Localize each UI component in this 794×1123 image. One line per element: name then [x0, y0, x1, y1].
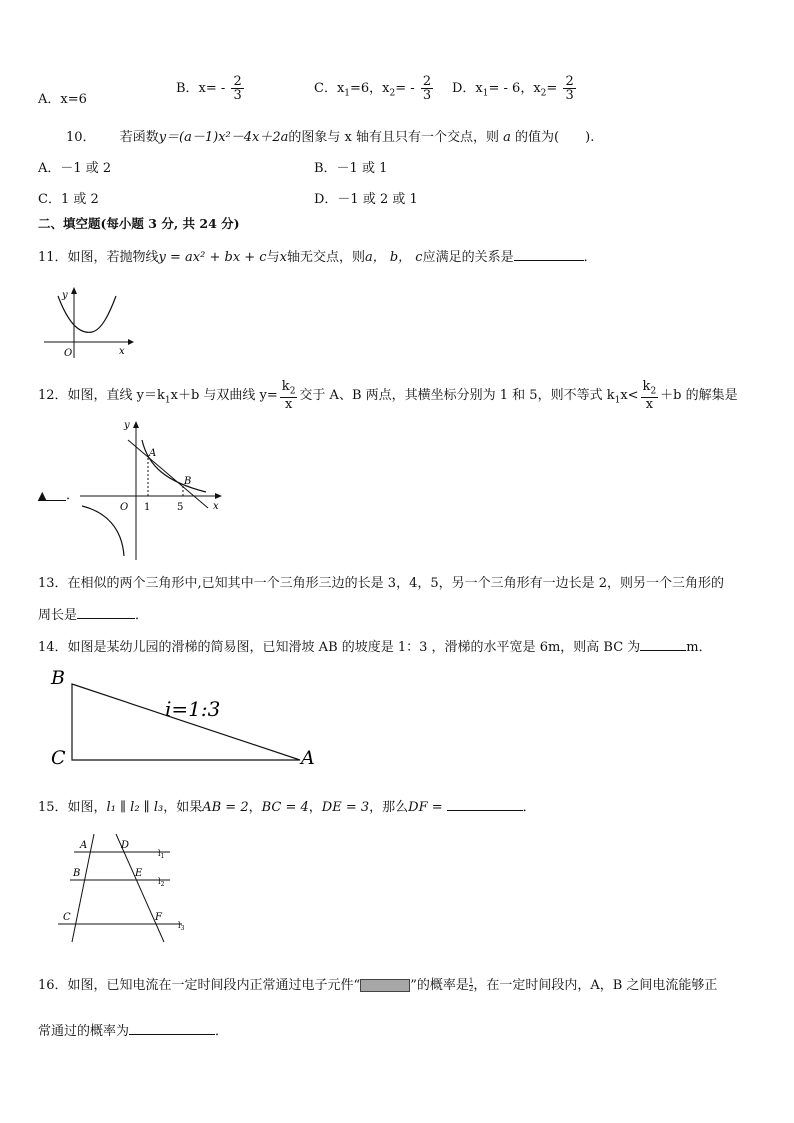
vertex-a-label: A	[301, 747, 315, 769]
l-letter: l	[178, 921, 181, 930]
q9-option-b	[176, 75, 246, 102]
y-label: y	[124, 420, 130, 431]
section-title: 二、填空题(每小题 3 分, 共 24 分)	[38, 216, 240, 231]
subscript: 2	[160, 881, 165, 888]
answer-blank[interactable]	[447, 800, 523, 811]
y-label: y	[62, 290, 68, 301]
q12-hyperbola-figure	[76, 416, 226, 562]
q10-formula: y＝(a－1)x²－4x＋2a	[158, 130, 289, 145]
tick-label-5: 5	[177, 502, 184, 513]
answer-blank[interactable]	[129, 1024, 215, 1035]
q15-text-c: ，那么	[369, 800, 409, 815]
q9-option-c-eq: = -	[395, 81, 415, 96]
q16-text-b: ”的概率是	[410, 978, 469, 993]
q16-line2	[38, 1020, 228, 1039]
q10-option-a: A．－1 或 2	[38, 161, 112, 176]
q11-end: ．	[583, 250, 597, 265]
q15-df: DF =	[408, 800, 443, 815]
fraction-numerator: 2	[233, 74, 242, 89]
subscript: 1	[482, 88, 489, 99]
subscript: 2	[389, 88, 396, 99]
subscript: 1	[164, 395, 171, 406]
q11-var-x: x	[279, 250, 287, 265]
hyperbola-branch-2	[82, 506, 124, 556]
fraction-denominator: 3	[233, 88, 242, 103]
x-label: x	[119, 346, 125, 357]
q9-fraction	[563, 75, 575, 102]
subscript: 3	[180, 925, 185, 932]
slope-label: i=1:3	[165, 697, 221, 721]
q12-fraction	[641, 380, 659, 411]
l1-label	[158, 849, 164, 860]
q11-vars: a， b， c	[364, 250, 423, 265]
subscript: 1	[344, 88, 351, 99]
slide-triangle	[72, 684, 300, 760]
fraction-denominator: 2	[468, 985, 474, 993]
q14-unit: m．	[686, 640, 712, 655]
q12-answer	[38, 484, 79, 503]
q15-de: DE = 3	[321, 800, 370, 815]
answer-blank[interactable]	[640, 640, 686, 651]
q9-option-b-prefix: B．x= -	[176, 81, 226, 96]
subscript: 1	[614, 395, 621, 406]
fraction-denominator: 3	[565, 88, 574, 103]
answer-blank[interactable]	[514, 250, 584, 261]
q16-text-c: ，在一定时间段内，A，B 之间电流能够正	[473, 978, 718, 993]
q13-line2-text: 周长是	[38, 608, 78, 623]
q11-text-b: 与	[266, 250, 280, 265]
l-letter: l	[158, 877, 161, 886]
q15-parallel: l₁ ∥ l₂ ∥ l₃	[106, 800, 164, 815]
parabola-curve	[58, 296, 116, 332]
q15-parallel-lines-figure	[54, 832, 194, 944]
q10-stem-a: 若函数	[119, 130, 159, 145]
subscript: 2	[650, 386, 657, 397]
q9-option-d	[452, 75, 578, 102]
l-letter: l	[158, 849, 161, 858]
q12-text-c: 交于 A、B 两点，其横坐标分别为 1 和 5，则不等式 k	[299, 387, 615, 403]
tick-label-1: 1	[144, 502, 151, 513]
separator: ，	[248, 800, 262, 815]
vertex-b-label: B	[51, 667, 65, 689]
q10-option-d: D．－1 或 2 或 1	[314, 192, 418, 207]
fraction-numerator: 1	[468, 977, 474, 985]
q15-end: ．	[522, 800, 536, 815]
q13-end: ．	[135, 608, 149, 623]
q16-line1	[38, 974, 717, 993]
fraction-numerator: 2	[565, 74, 574, 89]
q11-stem	[38, 246, 597, 265]
q12-fraction	[280, 380, 298, 411]
q13-line2	[38, 604, 148, 623]
q10-stem-c: 的值为( ).	[515, 130, 595, 145]
fraction-numerator	[641, 380, 659, 398]
q10-option-c: C．1 或 2	[38, 192, 99, 207]
straight-line	[128, 440, 208, 508]
q10-stem	[66, 126, 594, 145]
q15-ab: AB = 2	[202, 800, 249, 815]
fraction-denominator: 3	[422, 88, 432, 103]
point-f-label: F	[155, 912, 162, 923]
vertex-c-label: C	[51, 747, 66, 769]
q9-fraction	[421, 75, 433, 102]
q16-line2-text: 常通过的概率为	[38, 1024, 130, 1039]
q13-line1: 13．在相似的两个三角形中,已知其中一个三角形三边的长是 3，4，5，另一个三角形有一边长是 2，则另一个三角形的	[38, 576, 725, 591]
q11-parabola-figure	[40, 284, 135, 362]
q14-stem	[38, 636, 712, 655]
origin-label: O	[64, 348, 73, 359]
q12-end: ．	[66, 488, 80, 503]
answer-mark: ▲	[38, 489, 47, 502]
q9-option-d-eq: =	[546, 81, 558, 96]
y-axis-arrow	[133, 421, 139, 428]
q15-bc: BC = 4	[261, 800, 309, 815]
q9-option-c-prefix: C．x	[314, 81, 345, 96]
q14-slide-figure	[44, 660, 324, 770]
q14-text: 14．如图是某幼儿园的滑梯的简易图，已知滑坡 AB 的坡度是 1：3 ，滑梯的水平宽是 6m，则高 BC 为	[38, 640, 641, 655]
question-number: 10．	[66, 130, 96, 145]
answer-blank[interactable]	[77, 608, 135, 619]
q15-text-a: 15．如图，	[38, 800, 107, 815]
origin-label: O	[120, 502, 129, 513]
y-axis-arrow	[71, 287, 77, 294]
q15-stem	[38, 796, 536, 815]
q11-text-a: 11．如图，若抛物线	[38, 250, 159, 265]
fraction-denominator: x	[284, 396, 293, 412]
q12-text-d: x<	[620, 387, 639, 403]
point-b-label: B	[184, 476, 192, 487]
point-c-label: C	[63, 912, 71, 923]
q9-option-d-mid: = - 6，x	[488, 81, 541, 96]
answer-blank[interactable]	[38, 488, 66, 501]
l2-label	[158, 877, 165, 888]
x-axis-arrow	[128, 339, 134, 345]
subscript: 2	[289, 386, 296, 397]
point-e-label: E	[135, 868, 143, 879]
q12-stem	[38, 380, 738, 411]
q12-text-b: x＋b 与双曲线 y=	[170, 387, 278, 403]
fraction-denominator: x	[645, 396, 654, 412]
q10-option-b: B．－1 或 1	[314, 161, 388, 176]
k-letter: k	[642, 379, 651, 394]
q10-stem-b: 的图象与 x 轴有且只有一个交点，则	[288, 130, 499, 145]
q9-option-d-prefix: D．x	[452, 81, 483, 96]
q15-text-b: ，如果	[163, 800, 203, 815]
q11-text-c: 轴无交点，则	[286, 250, 365, 265]
q12-text-a: 12．如图，直线 y＝k	[38, 387, 165, 403]
q10-var-a: a	[503, 130, 511, 145]
subscript: 1	[160, 853, 165, 860]
q11-text-d: 应满足的关系是	[422, 250, 514, 265]
point-a-label: A	[80, 840, 88, 851]
q12-text-e: ＋b 的解集是	[660, 387, 738, 403]
point-b-label: B	[73, 868, 81, 879]
q16-text-a: 16．如图，已知电流在一定时间段内正常通过电子元件“	[38, 978, 361, 993]
q9-option-c-mid: =6，x	[350, 81, 390, 96]
q16-end: ．	[215, 1024, 229, 1039]
point-a-label: A	[149, 448, 157, 459]
x-axis-arrow	[215, 493, 222, 499]
subscript: 2	[540, 88, 547, 99]
q11-formula: y = ax² + bx + c	[158, 250, 267, 265]
point-d-label: D	[121, 840, 130, 851]
fraction-numerator	[280, 380, 298, 398]
separator: ，	[308, 800, 322, 815]
x-label: x	[213, 501, 219, 512]
electronic-component-icon	[360, 979, 410, 992]
k-letter: k	[281, 379, 290, 394]
fraction-numerator: 2	[422, 74, 432, 89]
l3-label	[178, 921, 185, 932]
q9-fraction	[231, 75, 243, 102]
q9-option-c	[314, 75, 435, 102]
q9-option-a: A．x=6	[38, 92, 87, 107]
